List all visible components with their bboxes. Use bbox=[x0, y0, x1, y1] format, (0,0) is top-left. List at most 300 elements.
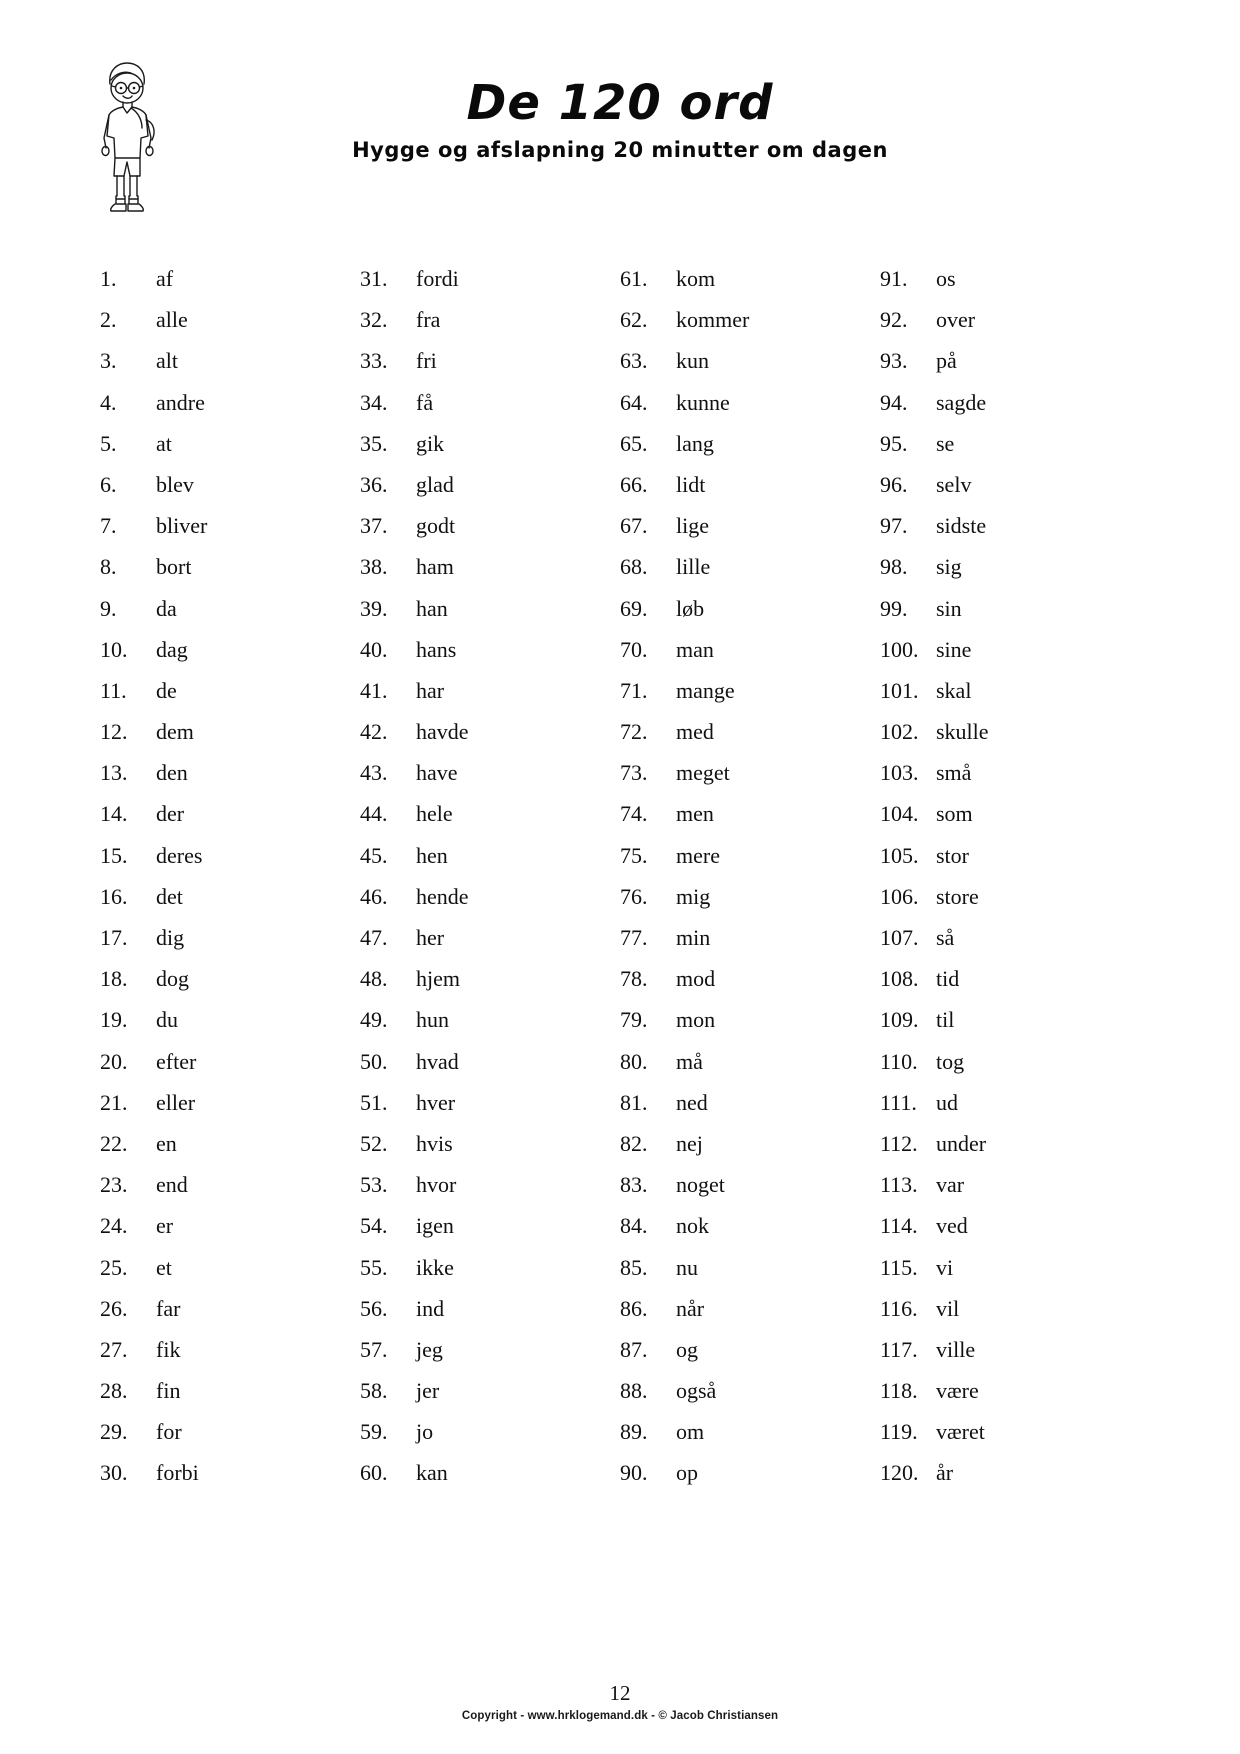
list-item bbox=[360, 464, 620, 505]
list-item bbox=[620, 917, 880, 958]
item-word: igen bbox=[416, 1213, 454, 1239]
item-number: 10. bbox=[100, 636, 128, 662]
item-number: 100. bbox=[880, 636, 919, 662]
boy-with-backpack-illustration bbox=[84, 58, 168, 218]
list-item bbox=[360, 958, 620, 999]
item-number: 94. bbox=[880, 389, 908, 415]
list-item bbox=[620, 1370, 880, 1411]
item-word: men bbox=[676, 801, 714, 827]
item-number: 70. bbox=[620, 636, 648, 662]
item-word: efter bbox=[156, 1048, 197, 1074]
item-number: 56. bbox=[360, 1295, 388, 1321]
item-word: være bbox=[936, 1378, 979, 1404]
item-word: også bbox=[676, 1378, 717, 1404]
list-item bbox=[880, 1288, 1140, 1329]
item-word: skulle bbox=[936, 719, 989, 745]
item-word: sagde bbox=[936, 389, 987, 415]
item-number: 51. bbox=[360, 1089, 388, 1115]
item-number: 43. bbox=[360, 760, 388, 786]
item-number: 74. bbox=[620, 801, 648, 827]
item-word: ville bbox=[936, 1336, 976, 1362]
item-number: 17. bbox=[100, 925, 128, 950]
list-item bbox=[360, 1205, 620, 1246]
item-number: 90. bbox=[620, 1460, 648, 1486]
item-number: 64. bbox=[620, 389, 648, 415]
item-word: hele bbox=[416, 801, 453, 827]
list-item bbox=[880, 958, 1140, 999]
item-word: se bbox=[936, 430, 955, 456]
word-column-2 bbox=[360, 258, 620, 1494]
item-word: når bbox=[676, 1295, 705, 1321]
item-word: år bbox=[936, 1460, 954, 1486]
item-number: 82. bbox=[620, 1130, 648, 1156]
list-item bbox=[880, 340, 1140, 381]
item-number: 119. bbox=[880, 1419, 918, 1445]
list-item bbox=[360, 1164, 620, 1205]
item-number: 37. bbox=[360, 513, 388, 539]
item-number: 5. bbox=[100, 430, 117, 456]
item-number: 59. bbox=[360, 1419, 388, 1445]
list-item bbox=[360, 793, 620, 834]
list-item bbox=[620, 793, 880, 834]
item-word: kun bbox=[676, 348, 709, 374]
list-item bbox=[880, 1082, 1140, 1123]
item-number: 52. bbox=[360, 1130, 388, 1156]
list-item bbox=[100, 1329, 360, 1370]
item-word: gik bbox=[416, 430, 445, 456]
item-number: 117. bbox=[880, 1336, 918, 1362]
item-word: og bbox=[676, 1336, 698, 1362]
list-item bbox=[880, 423, 1140, 464]
item-word: en bbox=[156, 1130, 177, 1156]
item-number: 118. bbox=[880, 1378, 918, 1404]
item-number: 35. bbox=[360, 430, 388, 456]
list-item bbox=[100, 835, 360, 876]
list-item bbox=[100, 299, 360, 340]
list-item bbox=[100, 1247, 360, 1288]
item-word: ud bbox=[936, 1089, 958, 1115]
list-item bbox=[360, 1247, 620, 1288]
item-number: 111. bbox=[880, 1089, 917, 1115]
list-item bbox=[620, 1329, 880, 1370]
item-word: hun bbox=[416, 1007, 449, 1033]
list-item bbox=[360, 382, 620, 423]
item-word: stor bbox=[936, 842, 969, 868]
item-word: alle bbox=[156, 307, 188, 333]
item-number: 3. bbox=[100, 348, 117, 374]
item-word: sidste bbox=[936, 513, 987, 539]
item-word: er bbox=[156, 1213, 174, 1239]
item-number: 61. bbox=[620, 266, 648, 291]
item-number: 58. bbox=[360, 1378, 388, 1404]
list-item bbox=[620, 423, 880, 464]
item-number: 47. bbox=[360, 925, 388, 950]
item-word: må bbox=[676, 1048, 703, 1074]
list-item bbox=[360, 711, 620, 752]
item-word: store bbox=[936, 883, 979, 909]
page-number: 12 bbox=[609, 1681, 631, 1705]
item-number: 49. bbox=[360, 1007, 388, 1033]
list-item bbox=[360, 1041, 620, 1082]
list-item bbox=[620, 546, 880, 587]
list-item bbox=[880, 835, 1140, 876]
list-item bbox=[100, 1288, 360, 1329]
list-item bbox=[620, 258, 880, 299]
list-item bbox=[100, 505, 360, 546]
item-word: nu bbox=[676, 1254, 698, 1280]
item-word: har bbox=[416, 677, 445, 703]
item-number: 41. bbox=[360, 677, 388, 703]
item-number: 75. bbox=[620, 842, 648, 868]
list-item bbox=[100, 1123, 360, 1164]
list-item bbox=[360, 588, 620, 629]
item-word: bort bbox=[156, 554, 192, 580]
list-item bbox=[100, 629, 360, 670]
list-item bbox=[880, 629, 1140, 670]
item-number: 4. bbox=[100, 389, 117, 415]
item-word: jer bbox=[416, 1378, 440, 1404]
list-item bbox=[100, 464, 360, 505]
item-word: fin bbox=[156, 1378, 181, 1404]
list-item bbox=[360, 917, 620, 958]
list-item bbox=[360, 1329, 620, 1370]
item-word: hans bbox=[416, 636, 457, 662]
list-item bbox=[360, 546, 620, 587]
word-column-1 bbox=[100, 258, 360, 1494]
item-word: mon bbox=[676, 1007, 716, 1033]
item-number: 96. bbox=[880, 471, 908, 497]
item-word: fik bbox=[156, 1336, 181, 1362]
list-item bbox=[620, 711, 880, 752]
item-number: 91. bbox=[880, 266, 908, 291]
item-number: 103. bbox=[880, 760, 919, 786]
item-number: 13. bbox=[100, 760, 128, 786]
item-word: hvor bbox=[416, 1172, 457, 1198]
item-number: 28. bbox=[100, 1378, 128, 1404]
item-number: 84. bbox=[620, 1213, 648, 1239]
item-word: glad bbox=[416, 471, 454, 497]
item-word: alt bbox=[156, 348, 178, 374]
item-number: 45. bbox=[360, 842, 388, 868]
list-item bbox=[100, 1205, 360, 1246]
item-number: 36. bbox=[360, 471, 388, 497]
item-number: 7. bbox=[100, 513, 117, 539]
item-word: ved bbox=[936, 1213, 968, 1239]
item-number: 31. bbox=[360, 266, 388, 291]
copyright-notice: Copyright - www.hrklogemand.dk - © Jacob Christiansen bbox=[461, 1710, 779, 1722]
item-number: 25. bbox=[100, 1254, 128, 1280]
item-number: 14. bbox=[100, 801, 128, 827]
list-item bbox=[620, 588, 880, 629]
item-word: lige bbox=[676, 513, 709, 539]
item-number: 23. bbox=[100, 1172, 128, 1198]
list-item bbox=[880, 917, 1140, 958]
item-word: op bbox=[676, 1460, 698, 1486]
item-word: her bbox=[416, 925, 445, 950]
item-word: hjem bbox=[416, 966, 460, 992]
list-item bbox=[620, 999, 880, 1040]
item-number: 85. bbox=[620, 1254, 648, 1280]
item-number: 54. bbox=[360, 1213, 388, 1239]
list-item bbox=[100, 958, 360, 999]
item-word: blev bbox=[156, 471, 194, 497]
list-item bbox=[880, 299, 1140, 340]
item-word: fra bbox=[416, 307, 441, 333]
item-word: vil bbox=[936, 1295, 960, 1321]
item-number: 12. bbox=[100, 719, 128, 745]
item-number: 104. bbox=[880, 801, 919, 827]
page-footer bbox=[0, 1681, 1240, 1722]
item-word: lang bbox=[676, 430, 714, 456]
list-item bbox=[360, 752, 620, 793]
page-header bbox=[0, 0, 1240, 230]
list-item bbox=[360, 258, 620, 299]
item-word: af bbox=[156, 266, 174, 291]
item-word: som bbox=[936, 801, 973, 827]
item-word: vi bbox=[936, 1254, 954, 1280]
list-item bbox=[100, 588, 360, 629]
list-item bbox=[880, 546, 1140, 587]
list-item bbox=[620, 1082, 880, 1123]
list-item bbox=[880, 1164, 1140, 1205]
item-number: 42. bbox=[360, 719, 388, 745]
list-item bbox=[620, 505, 880, 546]
item-number: 72. bbox=[620, 719, 648, 745]
item-word: forbi bbox=[156, 1460, 199, 1486]
item-word: andre bbox=[156, 389, 205, 415]
item-word: kunne bbox=[676, 389, 730, 415]
list-item bbox=[100, 546, 360, 587]
item-word: til bbox=[936, 1007, 955, 1033]
item-number: 112. bbox=[880, 1130, 918, 1156]
list-item bbox=[620, 670, 880, 711]
item-number: 67. bbox=[620, 513, 648, 539]
item-number: 29. bbox=[100, 1419, 128, 1445]
item-number: 65. bbox=[620, 430, 648, 456]
list-item bbox=[880, 1247, 1140, 1288]
list-item bbox=[620, 1452, 880, 1493]
item-number: 11. bbox=[100, 677, 127, 703]
list-item bbox=[620, 299, 880, 340]
list-item bbox=[100, 340, 360, 381]
item-number: 19. bbox=[100, 1007, 128, 1033]
list-item bbox=[100, 423, 360, 464]
list-item bbox=[620, 1164, 880, 1205]
item-number: 115. bbox=[880, 1254, 918, 1280]
item-word: med bbox=[676, 719, 714, 745]
item-number: 33. bbox=[360, 348, 388, 374]
item-word: man bbox=[676, 636, 714, 662]
word-column-3 bbox=[620, 258, 880, 1494]
item-word: fordi bbox=[416, 266, 459, 291]
item-number: 116. bbox=[880, 1295, 918, 1321]
item-word: hende bbox=[416, 883, 469, 909]
item-number: 120. bbox=[880, 1460, 919, 1486]
item-word: ned bbox=[676, 1089, 708, 1115]
list-item bbox=[360, 629, 620, 670]
list-item bbox=[100, 752, 360, 793]
item-number: 105. bbox=[880, 842, 919, 868]
item-number: 69. bbox=[620, 595, 648, 621]
list-item bbox=[880, 588, 1140, 629]
item-word: lille bbox=[676, 554, 711, 580]
item-number: 6. bbox=[100, 471, 117, 497]
item-word: end bbox=[156, 1172, 188, 1198]
item-number: 26. bbox=[100, 1295, 128, 1321]
list-item bbox=[620, 629, 880, 670]
item-word: deres bbox=[156, 842, 203, 868]
item-number: 108. bbox=[880, 966, 919, 992]
item-word: da bbox=[156, 595, 177, 621]
item-number: 92. bbox=[880, 307, 908, 333]
list-item bbox=[360, 1288, 620, 1329]
item-word: der bbox=[156, 801, 185, 827]
item-number: 102. bbox=[880, 719, 919, 745]
item-number: 46. bbox=[360, 883, 388, 909]
item-number: 22. bbox=[100, 1130, 128, 1156]
item-number: 114. bbox=[880, 1213, 918, 1239]
item-word: den bbox=[156, 760, 188, 786]
list-item bbox=[100, 917, 360, 958]
item-word: eller bbox=[156, 1089, 196, 1115]
title-block bbox=[300, 75, 940, 163]
list-item bbox=[620, 1288, 880, 1329]
list-item bbox=[100, 1411, 360, 1452]
word-list bbox=[100, 258, 1140, 1494]
item-number: 99. bbox=[880, 595, 908, 621]
item-word: du bbox=[156, 1007, 178, 1033]
item-number: 60. bbox=[360, 1460, 388, 1486]
item-number: 107. bbox=[880, 925, 919, 950]
list-item bbox=[360, 299, 620, 340]
list-item bbox=[880, 258, 1140, 299]
list-item bbox=[880, 382, 1140, 423]
list-item bbox=[360, 423, 620, 464]
item-number: 110. bbox=[880, 1048, 918, 1074]
list-item bbox=[880, 752, 1140, 793]
item-word: bliver bbox=[156, 513, 208, 539]
item-number: 77. bbox=[620, 925, 648, 950]
list-item bbox=[360, 1411, 620, 1452]
list-item bbox=[360, 340, 620, 381]
list-item bbox=[620, 835, 880, 876]
item-number: 30. bbox=[100, 1460, 128, 1486]
list-item bbox=[360, 505, 620, 546]
list-item bbox=[100, 382, 360, 423]
item-word: dag bbox=[156, 636, 188, 662]
item-word: det bbox=[156, 883, 183, 909]
item-word: tog bbox=[936, 1048, 965, 1074]
item-number: 68. bbox=[620, 554, 648, 580]
item-number: 113. bbox=[880, 1172, 918, 1198]
item-word: under bbox=[936, 1130, 987, 1156]
item-word: om bbox=[676, 1419, 705, 1445]
list-item bbox=[620, 1205, 880, 1246]
list-item bbox=[100, 258, 360, 299]
item-word: på bbox=[936, 348, 957, 374]
list-item bbox=[360, 1082, 620, 1123]
item-word: godt bbox=[416, 513, 456, 539]
item-number: 20. bbox=[100, 1048, 128, 1074]
item-number: 81. bbox=[620, 1089, 648, 1115]
item-number: 55. bbox=[360, 1254, 388, 1280]
list-item bbox=[360, 1452, 620, 1493]
item-word: sine bbox=[936, 636, 972, 662]
item-number: 86. bbox=[620, 1295, 648, 1321]
item-number: 71. bbox=[620, 677, 648, 703]
item-word: lidt bbox=[676, 471, 706, 497]
list-item bbox=[620, 876, 880, 917]
item-number: 76. bbox=[620, 883, 648, 909]
item-word: hvis bbox=[416, 1130, 453, 1156]
list-item bbox=[880, 1123, 1140, 1164]
list-item bbox=[100, 1164, 360, 1205]
list-item bbox=[620, 1041, 880, 1082]
list-item bbox=[620, 382, 880, 423]
item-number: 106. bbox=[880, 883, 919, 909]
list-item bbox=[880, 793, 1140, 834]
item-number: 89. bbox=[620, 1419, 648, 1445]
item-number: 48. bbox=[360, 966, 388, 992]
item-number: 9. bbox=[100, 595, 117, 621]
item-word: hvad bbox=[416, 1048, 459, 1074]
item-word: os bbox=[936, 266, 956, 291]
item-number: 83. bbox=[620, 1172, 648, 1198]
list-item bbox=[620, 340, 880, 381]
item-number: 66. bbox=[620, 471, 648, 497]
list-item bbox=[360, 835, 620, 876]
list-item bbox=[360, 999, 620, 1040]
item-word: tid bbox=[936, 966, 960, 992]
item-word: kan bbox=[416, 1460, 448, 1486]
list-item bbox=[880, 1411, 1140, 1452]
list-item bbox=[360, 1370, 620, 1411]
list-item bbox=[880, 999, 1140, 1040]
item-number: 40. bbox=[360, 636, 388, 662]
item-word: mere bbox=[676, 842, 720, 868]
list-item bbox=[880, 505, 1140, 546]
item-number: 78. bbox=[620, 966, 648, 992]
list-item bbox=[100, 1452, 360, 1493]
item-number: 32. bbox=[360, 307, 388, 333]
item-word: nej bbox=[676, 1130, 703, 1156]
item-word: mig bbox=[676, 883, 711, 909]
item-word: dog bbox=[156, 966, 189, 992]
list-item bbox=[360, 670, 620, 711]
list-item bbox=[880, 876, 1140, 917]
item-word: jo bbox=[416, 1419, 434, 1445]
list-item bbox=[100, 876, 360, 917]
item-word: sin bbox=[936, 595, 962, 621]
list-item bbox=[620, 464, 880, 505]
list-item bbox=[880, 1041, 1140, 1082]
item-word: selv bbox=[936, 471, 972, 497]
item-number: 95. bbox=[880, 430, 908, 456]
item-number: 34. bbox=[360, 389, 388, 415]
list-item bbox=[880, 711, 1140, 752]
item-number: 98. bbox=[880, 554, 908, 580]
item-word: mod bbox=[676, 966, 716, 992]
item-word: over bbox=[936, 307, 976, 333]
item-word: ikke bbox=[416, 1254, 454, 1280]
item-word: dig bbox=[156, 925, 185, 950]
item-word: fri bbox=[416, 348, 437, 374]
list-item bbox=[880, 464, 1140, 505]
word-column-4 bbox=[880, 258, 1140, 1494]
item-word: min bbox=[676, 925, 711, 950]
list-item bbox=[100, 999, 360, 1040]
item-number: 53. bbox=[360, 1172, 388, 1198]
